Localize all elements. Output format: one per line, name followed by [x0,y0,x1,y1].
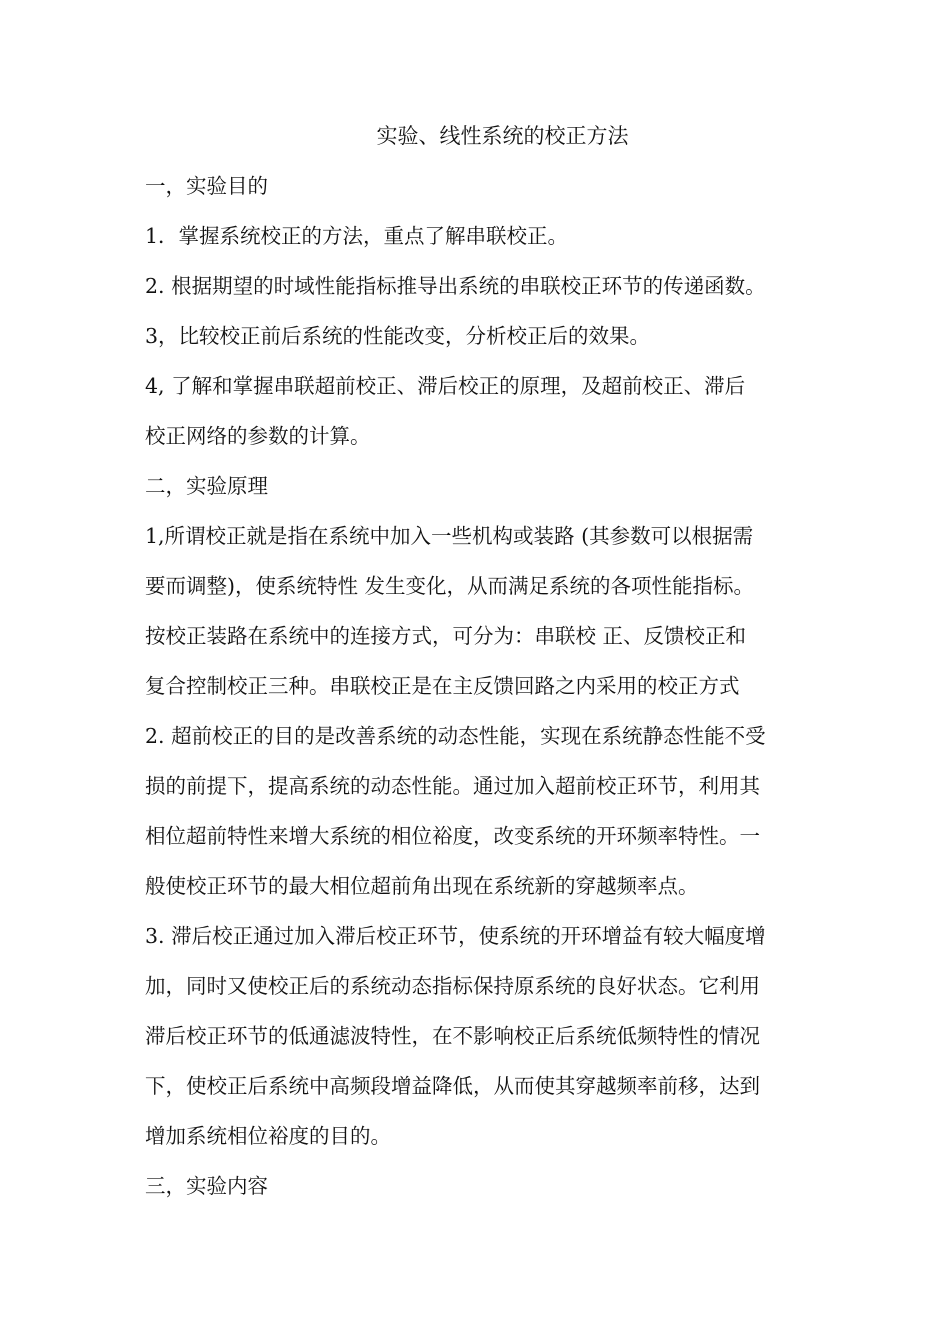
paragraph-line: 1,所谓校正就是指在系统中加入一些机构或装路 (其参数可以根据需 [145,524,754,548]
paragraph-line: 滞后校正环节的低通滤波特性，在不影响校正后系统低频特性的情况 [145,1024,760,1048]
paragraph-line: 加，同时又使校正后的系统动态指标保持原系统的良好状态。它利用 [145,974,760,998]
paragraph-line: 4, 了解和掌握串联超前校正、滞后校正的原理，及超前校正、滞后 [145,374,746,398]
paragraph-line: 下，使校正后系统中高频段增益降低，从而使其穿越频率前移，达到 [145,1074,760,1098]
paragraph-line: 2. 根据期望的时域性能指标推导出系统的串联校正环节的传递函数。 [145,274,766,298]
document-title: 实验、线性系统的校正方法 [376,124,629,148]
paragraph-line: 增加系统相位裕度的目的。 [145,1124,391,1148]
paragraph-line: 3. 滞后校正通过加入滞后校正环节，使系统的开环增益有较大幅度增 [145,924,766,948]
section-heading-principle: 二，实验原理 [145,474,268,498]
paragraph-line: 3，比较校正前后系统的性能改变，分析校正后的效果。 [145,324,651,348]
paragraph-line: 按校正装路在系统中的连接方式，可分为：串联校 正、反馈校正和 [145,624,747,648]
paragraph-line: 1．掌握系统校正的方法，重点了解串联校正。 [145,224,569,248]
paragraph-line: 般使校正环节的最大相位超前角出现在系统新的穿越频率点。 [145,874,699,898]
paragraph-line: 损的前提下，提高系统的动态性能。通过加入超前校正环节，利用其 [145,774,760,798]
paragraph-line: 复合控制校正三种。串联校正是在主反馈回路之内采用的校正方式 [145,674,740,698]
section-heading-content: 三，实验内容 [145,1174,268,1198]
paragraph-line: 2. 超前校正的目的是改善系统的动态性能，实现在系统静态性能不受 [145,724,766,748]
paragraph-line: 要而调整)，使系统特性 发生变化，从而满足系统的各项性能指标。 [145,574,755,598]
paragraph-line: 校正网络的参数的计算。 [145,424,371,448]
paragraph-line: 相位超前特性来增大系统的相位裕度，改变系统的开环频率特性。一 [145,824,760,848]
section-heading-purpose: 一，实验目的 [145,174,268,198]
